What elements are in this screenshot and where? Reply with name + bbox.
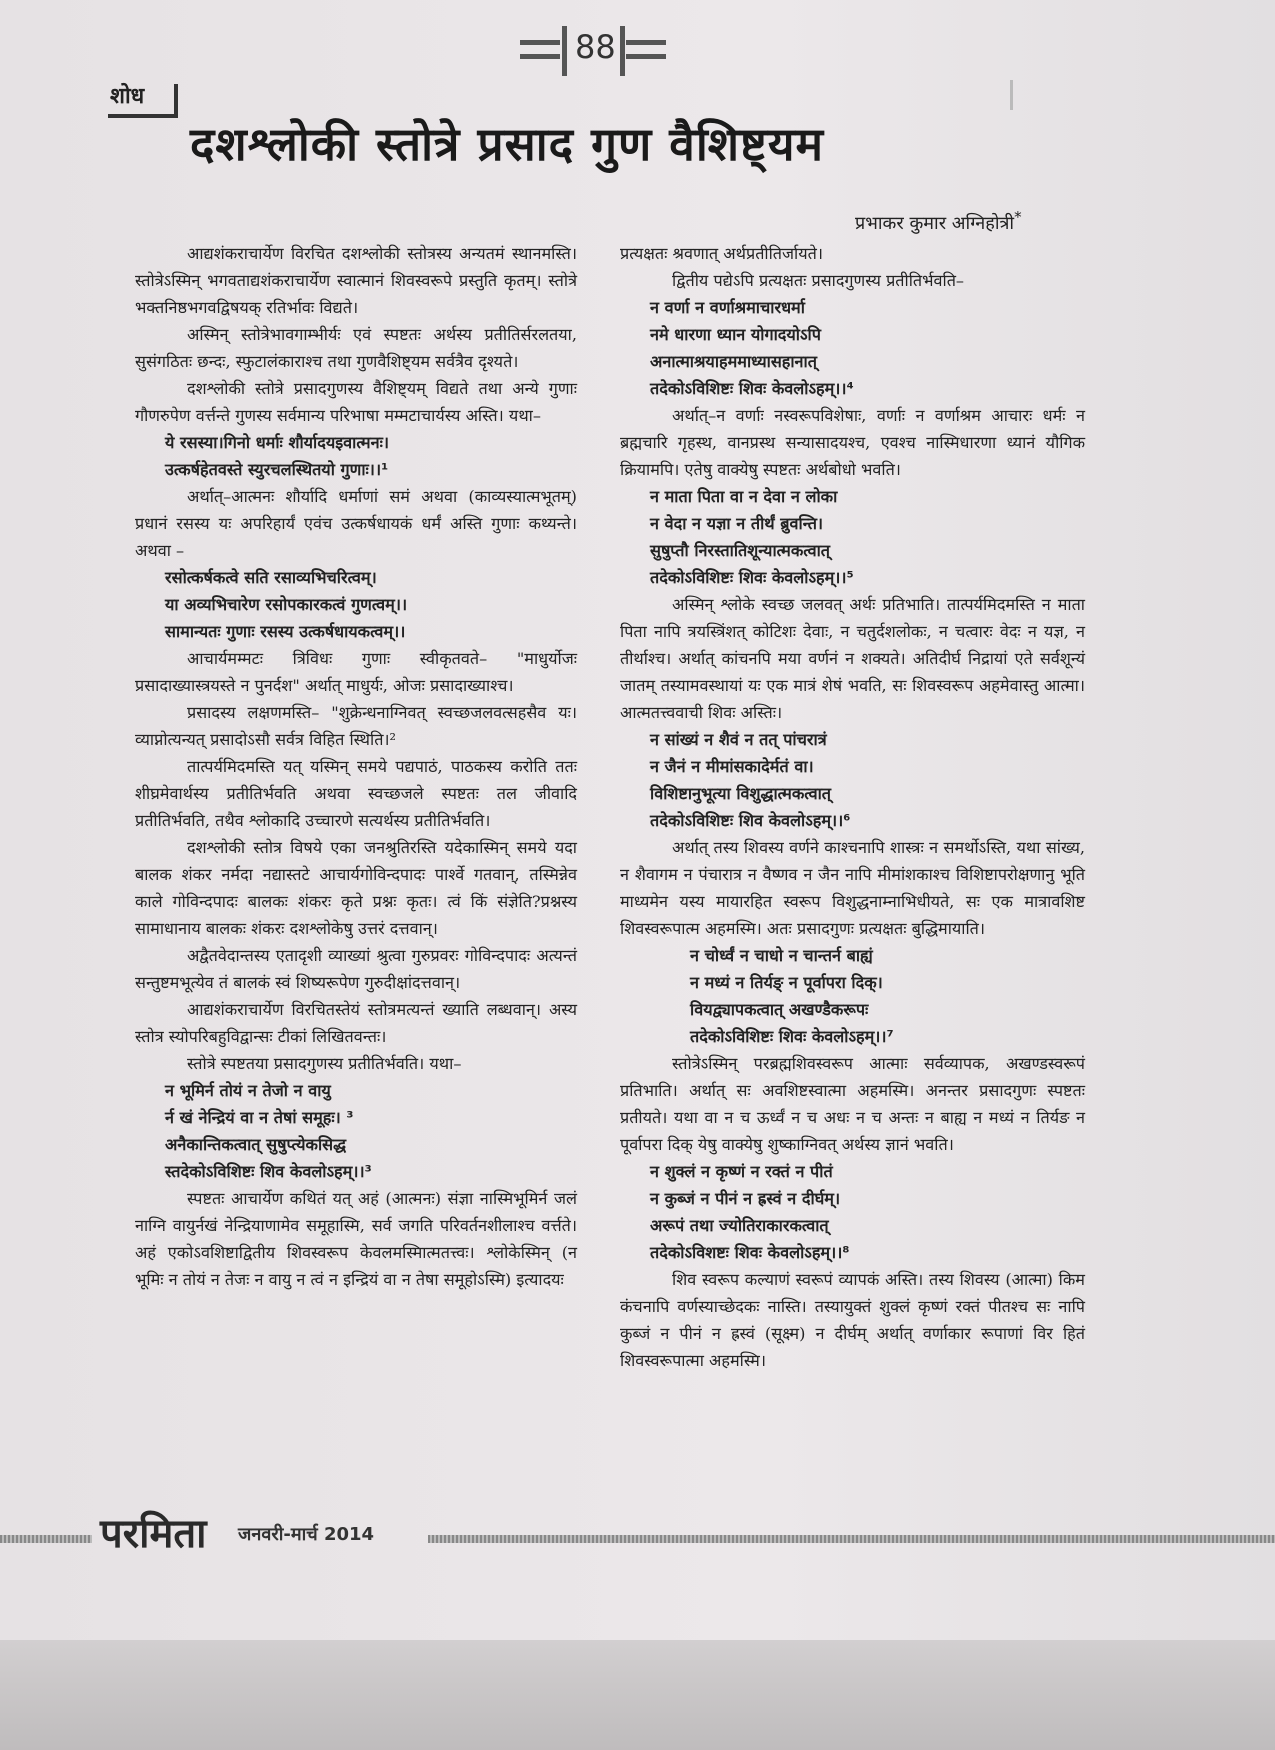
paragraph: अर्थात्–आत्मनः शौर्यादि धर्माणां समं अथवा (काव्यस्यात्मभूतम्) प्रधानं रसस्य यः अपरिहार्यं एवंच उत्कर्षधायकं धर्मं अस्ति गुणाः कथ्यन्ते। अथवा – xyxy=(135,487,577,560)
paragraph: अस्मिन् स्तोत्रेभावगाम्भीर्यः एवं स्पष्टतः अर्थस्य प्रतीतिर्सरलतया, सुसंगठितः छन्दः, स्फुटालंकाराश्च तथा गुणवैशिष्ट्यम सर्वत्रैव दृश्यते। xyxy=(135,325,577,371)
sanskrit-verse xyxy=(135,1077,577,1185)
verse-line: न शुक्लं न कृष्णं न रक्तं न पीतं xyxy=(650,1162,833,1181)
footer-rule-left xyxy=(0,1535,92,1543)
paragraph: स्तोत्रे स्पष्टतया प्रसादगुणस्य प्रतीतिर्भवति। यथा– xyxy=(187,1054,462,1073)
verse-line: न वेदा न यज्ञा न तीर्थं ब्रुवन्ति। xyxy=(650,514,824,533)
paragraph: दशश्लोकी स्तोत्रे प्रसादगुणस्य वैशिष्ट्यम् विद्यते तथा अन्ये गुणाः गौणरुपेण वर्त्तन्ते गुणस्य सर्वमान्य परिभाषा मम्मटाचार्यस्य अस्ति। यथा– xyxy=(135,379,577,425)
magazine-logo: परमिता xyxy=(100,1511,207,1557)
sanskrit-verse xyxy=(135,429,577,483)
sanskrit-verse xyxy=(620,942,1085,1050)
paragraph: आद्यशंकराचार्येण विरचितस्तेयं स्तोत्रमत्यन्तं ख्याति लब्धवान्। अस्य स्तोत्र स्योपरिबहुविद्वान्सः टीकां लिखितवन्तः। xyxy=(135,1000,577,1046)
paragraph: तात्पर्यमिदमस्ति यत् यस्मिन् समये पद्यपाठं, पाठकस्य करोति ततः शीघ्रमेवार्थस्य प्रतीतिर्भवति अथवा स्वच्छजले स्पष्टतः तल जीवादि प्रतीतिर्भवति, तथैव श्लोकादि उच्चारणे सत्यर्थस्य प्रतीतिर्भवति। xyxy=(135,757,577,830)
section-divider xyxy=(174,84,178,118)
paragraph: स्तोत्रेऽस्मिन् परब्रह्मशिवस्वरूप आत्माः सर्वव्यापक, अखण्डस्वरूपं प्रतिभाति। अर्थात् सः अवशिष्टस्वात्मा अहमस्मि। अनन्तर प्रसादगुणः स्पष्टतः प्रतीयते। यथा वा न च ऊर्ध्वं न च अधः न च अन्तः न बाह्य न मध्यं न तिर्यङ न पूर्वापरा दिक् येषु वाक्येषु शुष्काग्निवत् अर्थस्य ज्ञानं भवति। xyxy=(620,1054,1085,1154)
verse-line: तदेकोऽविशिष्टः शिवः केवलोऽहम्।।⁴ xyxy=(650,379,854,398)
sanskrit-verse xyxy=(620,1158,1085,1266)
page-number-ornament xyxy=(520,24,670,84)
verse-line: रसोत्कर्षकत्वे सति रसाव्यभिचरित्वम्। xyxy=(165,568,377,587)
verse-line: न जैनं न मीमांसकादेर्मतं वा। xyxy=(650,757,814,776)
verse-line: न सांख्यं न शैवं न तत् पांचरात्रं xyxy=(650,730,827,749)
section-label: शोध xyxy=(110,84,145,109)
article-title: दशश्लोकी स्तोत्रे प्रसाद गुण वैशिष्ट्यम xyxy=(190,117,825,171)
paragraph: शिव स्वरूप कल्याणं स्वरूपं व्यापकं अस्ति। तस्य शिवस्य (आत्मा) किम कंचनापि वर्णस्याच्छेदकः नास्ति। तस्यायुक्तं शुक्लं कृष्णं रक्तं पीतश्च सः नापि कुब्जं न पीनं न ह्रस्वं (सूक्ष्म) न दीर्घम् अर्थात् वर्णाकार रूपाणां विर हितं शिवस्वरूपात्मा अहमस्मि। xyxy=(620,1270,1085,1370)
left-column xyxy=(135,240,577,1293)
verse-line: सुषुप्तौ निरस्तातिशून्यात्मकत्वात् xyxy=(650,541,831,560)
verse-line: अनैकान्तिकत्वात् सुषुप्त्येकसिद्ध xyxy=(165,1135,347,1154)
paragraph: आद्यशंकराचार्येण विरचित दशश्लोकी स्तोत्रस्य अन्यतमं स्थानमस्ति। स्तोत्रेऽस्मिन् भगवताद्यशंकराचार्येण स्वात्मानं शिवस्वरूपे प्रस्तुति कृतम्। स्तोत्रे भक्तनिष्ठभगवद्विषयक् रतिर्भावः विद्यते। xyxy=(135,244,577,317)
paragraph: अद्वैतवेदान्तस्य एतादृशी व्याख्यां श्रुत्वा गुरुप्रवरः गोविन्दपादः अत्यन्तं सन्तुष्टमभूत्येव तं बालकं स्वं शिष्यरूपेण गुरुदीक्षांदत्तवान्। xyxy=(135,946,577,992)
verse-line: तदेकोऽविशिष्टः शिव केवलोऽहम्।।⁶ xyxy=(650,811,851,830)
page-number: 88 xyxy=(575,28,616,66)
paragraph: अर्थात्–न वर्णाः नस्वरूपविशेषाः, वर्णाः न वर्णाश्रम आचारः धर्मः न ब्रह्मचारि गृहस्थ, वानप्रस्थ सन्यासादयश्च, एवश्च नास्मिधारणा ध्यानं यौगिक क्रियामपि। एतेषु वाक्येषु स्पष्टतः अर्थबोधो भवति। xyxy=(620,406,1085,479)
verse-line: नमे धारणा ध्यान योगादयोऽपि xyxy=(650,325,821,344)
verse-line: तदेकोऽविशिष्टः शिवः केवलोऽहम्।।⁷ xyxy=(690,1027,894,1046)
verse-line: उत्कर्षहेतवस्ते स्युरचलस्थितयो गुणाः।।¹ xyxy=(165,460,389,479)
footer-rule-right xyxy=(428,1535,1275,1543)
bleedthrough-mark xyxy=(1010,80,1073,110)
verse-line: या अव्यभिचारेण रसोपकारकत्वं गुणत्वम्।। xyxy=(165,595,408,614)
verse-line: न वर्णा न वर्णाश्रमाचारधर्मा xyxy=(650,298,805,317)
paragraph: प्रत्यक्षतः श्रवणात् अर्थप्रतीतिर्जायते। xyxy=(620,244,823,263)
verse-line: न मध्यं न तिर्यङ् न पूर्वापरा दिक्। xyxy=(690,973,883,992)
verse-line: तदेकोऽविशष्टः शिवः केवलोऽहम्।।⁸ xyxy=(650,1243,850,1262)
issue-date: जनवरी-मार्च 2014 xyxy=(238,1524,375,1545)
paragraph: स्पष्टतः आचार्येण कथितं यत् अहं (आत्मनः) संज्ञा नास्मिभूमिर्न जलं नाग्नि वायुर्नखं नेन्द्रियाणामेव समूहास्मि, सर्व जगति परिवर्तनशीलाश्च वर्त्तते। अहं एकोऽवशिष्टाद्वितीय शिवस्वरूप केवलमस्मिात्मतत्त्वः। श्लोकेस्मिन् (न भूमिः न तोयं न तेजः न वायु न त्वं न इन्द्रियं वा न तेषा समूहोऽस्मि) इत्यादयः xyxy=(135,1189,577,1289)
verse-line: तदेकोऽविशिष्टः शिवः केवलोऽहम्।।⁵ xyxy=(650,568,854,587)
verse-line: अनात्माश्रयाहममाध्यासहानात् xyxy=(650,352,817,371)
sanskrit-verse xyxy=(620,483,1085,591)
right-column xyxy=(620,240,1085,1374)
paragraph: प्रसादस्य लक्षणमस्ति– "शुक्रेन्धनाग्निवत् स्वच्छजलवत्सहसैव यः। व्याप्नोत्यन्यत् प्रसादोऽसौ सर्वत्र विहित स्थिति।² xyxy=(135,703,577,749)
verse-line: न कुब्जं न पीनं न ह्रस्वं न दीर्घम्। xyxy=(650,1189,841,1208)
sanskrit-verse xyxy=(135,564,577,645)
verse-line: सामान्यतः गुणाः रसस्य उत्कर्षधायकत्वम्।। xyxy=(165,622,406,641)
verse-line: विशिष्टानुभूत्या विशुद्धात्मकत्वात् xyxy=(650,784,832,803)
section-underline xyxy=(108,114,178,118)
paragraph: आचार्यमम्मटः त्रिविधः गुणाः स्वीकृतवते– "माधुर्योजः प्रसादाख्यास्त्रयस्ते न पुनर्दश" अर्थात् माधुर्यः, ओजः प्रसादाख्याश्च। xyxy=(135,649,577,695)
paragraph: द्वितीय पद्येऽपि प्रत्यक्षतः प्रसादगुणस्य प्रतीतिर्भवति– xyxy=(672,271,965,290)
verse-line: न चोर्ध्वं न चाधो न चान्तर्न बाह्यं xyxy=(690,946,873,965)
verse-line: ये रसस्या।गिनो धर्माः शौर्यादयइवात्मनः। xyxy=(165,433,389,452)
paragraph: अस्मिन् श्लोके स्वच्छ जलवत् अर्थः प्रतिभाति। तात्पर्यमिदमस्ति न माता पिता नापि त्रयस्त्रिंशत् कोटिशः देवाः, न चतुर्दशलोकः, न चत्वारः वेदः न यज्ञ, न तीर्थाश्च। अर्थात् कांचनपि मया वर्णनं न शक्यते। अतिदीर्घ निद्रायां एते सर्वशून्यं जातम् तस्यामवस्थायां यः एक मात्रं शेषं भवति, सः शिवस्वरूप अहमेवास्तु आत्मा। आत्मतत्त्ववाची शिवः अस्तिः। xyxy=(620,595,1085,722)
paragraph: अर्थात् तस्य शिवस्य वर्णने काश्चनापि शास्त्रः न समर्थोऽस्ति, यथा सांख्य, न शैवागम न पंचारात्र न वैष्णव न जैन नापि मीमांशकाश्च विशिष्टापरोक्षणानु भूति माध्यमेन यस्य मायारहित स्वरूप विशुद्धनाम्नाभिधीयते, सः एक मात्रावशिष्ट शिवस्वरूपात्म अहमस्मि। अतः प्रसादगुणः प्रत्यक्षतः बुद्धिमायाति। xyxy=(620,838,1085,938)
verse-line: वियद्व्यापकत्वात् अखण्डैकरूपः xyxy=(690,1000,869,1019)
verse-line: स्तदेकोऽविशिष्टः शिव केवलोऽहम्।।³ xyxy=(165,1162,372,1181)
verse-line: अरूपं तथा ज्योतिराकारकत्वात् xyxy=(650,1216,829,1235)
author-name: प्रभाकर कुमार अग्निहोत्री* xyxy=(855,208,1022,234)
verse-line: न माता पिता वा न देवा न लोका xyxy=(650,487,838,506)
verse-line: र्न खं नेन्द्रियं वा न तेषां समूहः। ³ xyxy=(165,1108,354,1127)
paragraph: दशश्लोकी स्तोत्र विषये एका जनश्रुतिरस्ति यदेकास्मिन् समये यदा बालक शंकर नर्मदा नद्यास्तटे आचार्यगोविन्दपादः पार्श्वे गतवान्, तस्मिन्नेव काले गोविन्दपादः बालकः शंकरः कृते प्रश्नः कृतः। त्वं किं संज्ञेति?प्रश्नस्य सामाधानाय बालकः शंकरः दशश्लोकेषु उत्तरं दत्तवान्। xyxy=(135,838,577,938)
verse-line: न भूमिर्न तोयं न तेजो न वायु xyxy=(165,1081,331,1100)
sanskrit-verse xyxy=(620,726,1085,834)
sanskrit-verse xyxy=(620,294,1085,402)
scan-background xyxy=(0,1640,1275,1750)
